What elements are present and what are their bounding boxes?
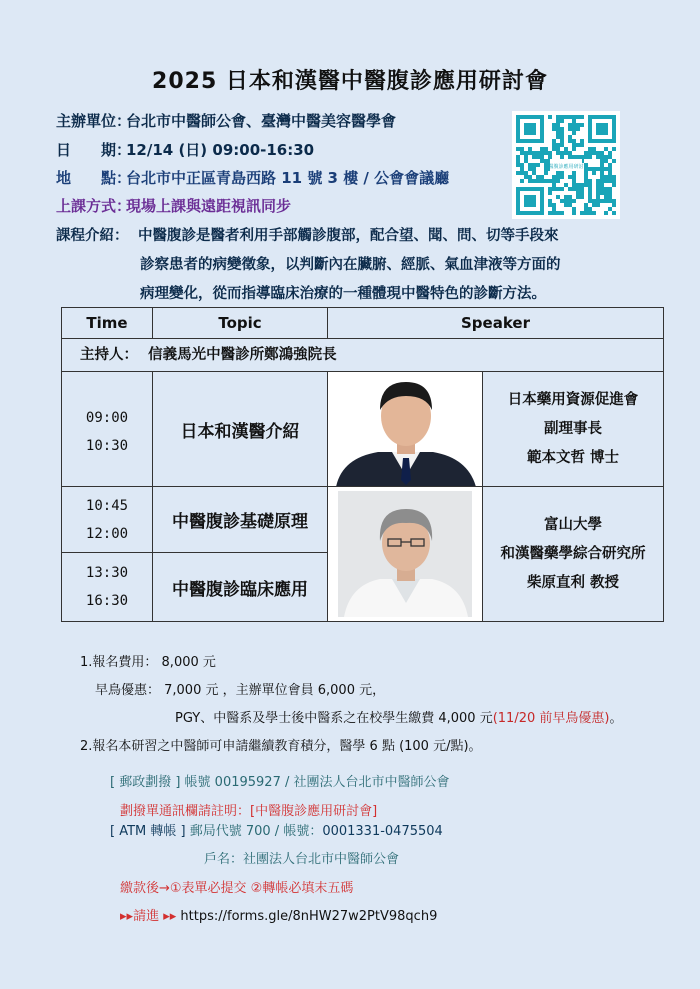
student-fee-text: PGY、中醫系及學士後中醫系之在校學生繳費 4,000 元 xyxy=(175,711,493,726)
registration-qr-code[interactable] xyxy=(512,111,620,219)
time-end: 12:00 xyxy=(85,526,129,542)
student-early-note: (11/20 前早鳥優惠) xyxy=(492,711,610,726)
speaker1-info xyxy=(483,372,663,487)
after-payment-note: 繳款後→①表單必提交 ②轉帳必填末五碼 xyxy=(120,881,354,896)
time-end: 16:30 xyxy=(85,593,129,609)
time-slot-1 xyxy=(62,372,153,487)
page-title: 2025 日本和漢醫中醫腹診應用研討會 xyxy=(152,69,548,94)
host-label: 主持人： xyxy=(80,347,138,363)
student-fee-end: 。 xyxy=(609,711,623,726)
header-time: Time xyxy=(62,308,153,339)
speaker1-name: 範本文哲 博士 xyxy=(526,449,620,466)
organizer-label: 主辦單位： xyxy=(56,112,132,130)
speaker2-portrait-icon xyxy=(328,487,483,621)
speaker2-name: 柴原直利 教授 xyxy=(526,574,620,591)
schedule-table xyxy=(61,307,664,622)
time-start: 09:00 xyxy=(85,410,129,426)
place-label: 地 點： xyxy=(56,169,132,187)
speaker1-org: 日本藥用資源促進會 xyxy=(507,391,639,408)
speaker2-info xyxy=(483,487,663,621)
header-speaker: Speaker xyxy=(328,308,663,339)
organizer-value: 台北市中醫師公會、臺灣中醫美容醫學會 xyxy=(126,112,397,130)
credit-line: 2.報名本研習之中醫師可申請繼續教育積分，醫學 6 點 (100 元/點)。 xyxy=(80,739,482,754)
qr-code-icon xyxy=(512,111,620,219)
date-line xyxy=(56,139,314,160)
place-value: 台北市中正區青島西路 11 號 3 樓 / 公會會議廳 xyxy=(126,169,450,187)
atm-bank: 郵局代號 700 / 帳號： xyxy=(189,824,323,839)
time-slot-3 xyxy=(62,553,153,621)
student-fee-line xyxy=(175,707,622,726)
time-start: 13:30 xyxy=(85,565,129,581)
course-line: 診察患者的病變徵象，以判斷內在臟腑、經脈、氣血津液等方面的 xyxy=(140,257,561,273)
postal-note: 劃撥單通訊欄請註明：[中醫腹診應用研討會] xyxy=(120,804,378,819)
course-line: 中醫腹診是醫者利用手部觸診腹部，配合望、聞、問、切等手段來 xyxy=(138,228,559,244)
early-bird-line: 早鳥優惠： 7,000 元 ，主辦單位會員 6,000 元， xyxy=(95,683,386,698)
speaker1-portrait-icon xyxy=(328,372,483,487)
topic-2: 中醫腹診基礎原理 xyxy=(153,487,328,553)
date-label: 日 期： xyxy=(56,141,132,159)
time-start: 10:45 xyxy=(85,498,129,514)
qr-caption: 中醫腹診應用研討會 xyxy=(543,164,589,170)
register-label: 請進 xyxy=(133,909,160,924)
atm-account: 0001331-0475504 xyxy=(322,824,443,839)
double-arrow-icon: ▸▸ xyxy=(120,909,134,924)
speaker2-org: 富山大學 xyxy=(544,516,602,533)
speaker1-title: 副理事長 xyxy=(544,420,602,437)
organizer-line xyxy=(56,110,396,131)
date-value: 12/14 (日) 09:00-16:30 xyxy=(126,141,315,159)
speaker1-photo xyxy=(328,372,483,487)
host-row xyxy=(62,339,663,372)
topic-3: 中醫腹診臨床應用 xyxy=(153,553,328,621)
mode-line xyxy=(56,195,291,216)
mode-value: 現場上課與遠距視訊同步 xyxy=(126,197,292,215)
account-name: 戶名：社團法人台北市中醫師公會 xyxy=(204,852,400,867)
atm-label: [ ATM 轉帳 ] xyxy=(110,824,186,839)
host-name: 信義馬光中醫診所鄭鴻強院長 xyxy=(148,347,337,363)
register-line xyxy=(120,905,437,924)
speaker2-photo xyxy=(328,487,483,621)
speaker2-dept: 和漢醫藥學綜合研究所 xyxy=(500,545,646,562)
course-intro xyxy=(56,222,656,309)
fee-line: 1.報名費用： 8,000 元 xyxy=(80,655,216,670)
course-line: 病理變化，從而指導臨床治療的一種體現中醫特色的診斷方法。 xyxy=(140,286,546,302)
course-label: 課程介紹： xyxy=(56,228,129,244)
time-end: 10:30 xyxy=(85,438,129,454)
topic-1: 日本和漢醫介紹 xyxy=(153,372,328,487)
mode-label: 上課方式： xyxy=(56,197,132,215)
time-slot-2 xyxy=(62,487,153,553)
double-arrow-icon: ▸▸ xyxy=(163,909,177,924)
atm-line xyxy=(110,820,443,839)
header-topic: Topic xyxy=(153,308,328,339)
place-line xyxy=(56,167,449,188)
register-link[interactable]: https://forms.gle/8nHW27w2PtV98qch9 xyxy=(180,909,438,924)
postal-transfer-line: [ 郵政劃撥 ] 帳號 00195927 / 社團法人台北市中醫師公會 xyxy=(110,775,450,790)
